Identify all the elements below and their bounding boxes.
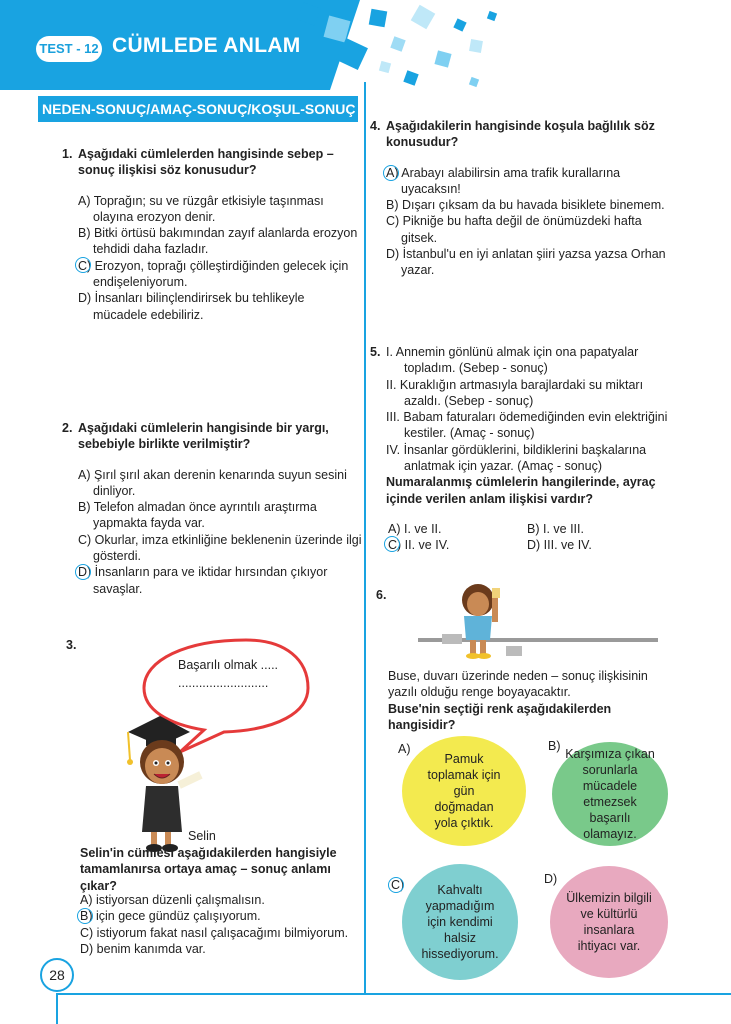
question-number: 2. (62, 421, 73, 435)
option-d[interactable]: D) İstanbul'u en iyi anlatan şiiri yazsa yazsa Orhan yazar. (386, 247, 666, 278)
test-badge: TEST - 12 (36, 36, 102, 62)
question-intro: Buse, duvarı üzerinde neden – sonuç ilişkisinin yazılı olduğu renge boyayacaktır. (388, 669, 648, 700)
bubble-c[interactable] (402, 864, 518, 980)
option-b[interactable]: B) Telefon almadan önce ayrıntılı araştırma yapmakta fayda var. (78, 500, 317, 531)
option-a[interactable]: A) Şırıl şırıl akan derenin kenarında suyun sesini dinliyor. (78, 467, 347, 498)
question-prompt: Buse'nin seçtiği renk aşağıdakilerden hangisidir? (388, 701, 612, 732)
question-text: Aşağıdaki cümlelerin hangisinde bir yargı, sebebiyle birlikte verilmiştir? (78, 421, 329, 452)
options-list (78, 467, 362, 597)
answer-mark-circle (383, 165, 399, 181)
options-list (80, 892, 362, 957)
option-d[interactable]: D) III. ve IV. (527, 537, 592, 552)
column-divider (364, 82, 366, 994)
question-5 (370, 344, 670, 555)
question-text: Selin'in cümlesi aşağıdakilerden hangisiyle tamamlanırsa ortaya amaç – sonuç anlamı çıkar? (80, 846, 337, 893)
question-number: 5. (370, 345, 381, 359)
option-d-label[interactable]: D) (544, 872, 558, 886)
bubble-b[interactable] (552, 742, 668, 846)
statement-4: IV. İnsanlar gördüklerini, bildiklerini başkalarına anlatmak için yazar. (Amaç - sonuç) (386, 442, 647, 474)
page-number: 28 (40, 958, 74, 992)
question-1 (62, 146, 362, 323)
question-number: 6. (376, 588, 387, 602)
page-header (0, 0, 731, 90)
option-a-label[interactable]: A) (398, 742, 411, 756)
question-3 (66, 636, 362, 966)
bubble-a-text: Pamuk toplamak için gün doğmadan yola çıktık. (427, 752, 501, 830)
bubble-a[interactable] (402, 736, 526, 846)
question-text: Numaralanmış cümlelerin hangilerinde, ayraç içinde verilen anlam ilişkisi vardır? (386, 475, 656, 506)
answer-mark-circle (75, 257, 91, 273)
option-b[interactable]: B) I. ve III. (527, 521, 584, 536)
question-2 (62, 420, 362, 597)
section-title: NEDEN-SONUÇ/AMAÇ-SONUÇ/KOŞUL-SONUÇ (38, 96, 358, 122)
answer-mark-circle (384, 536, 400, 552)
footer-line (58, 993, 731, 995)
option-d[interactable]: D) İnsanların para ve iktidar hırsından çıkıyor savaşlar. (78, 565, 328, 596)
question-4 (370, 118, 670, 279)
options-grid (386, 521, 670, 555)
page-title: CÜMLEDE ANLAM (112, 34, 301, 57)
bubble-d[interactable] (550, 866, 668, 978)
statement-2: II. Kuraklığın artmasıyla barajlardaki su miktarı azaldı. (Sebep - sonuç) (386, 377, 644, 408)
option-b[interactable]: B) Dışarı çıksam da bu havada bisiklete binemem. (386, 198, 665, 213)
question-number: 4. (370, 119, 381, 133)
options-list (78, 193, 362, 323)
answer-mark-circle (75, 564, 91, 580)
option-d[interactable]: D) İnsanları bilinçlendirirsek bu tehlikeyle mücadele edebiliriz. (78, 291, 305, 322)
question-text: Aşağıdakilerin hangisinde koşula bağlılık söz konusudur? (386, 119, 655, 150)
option-a[interactable]: A) Arabayı alabilirsin ama trafik kurallarına uyacaksın! (386, 165, 621, 196)
option-a[interactable]: A) I. ve II. (388, 521, 442, 536)
option-b[interactable]: B) için gece gündüz çalışıyorum. (80, 909, 261, 924)
option-b-label[interactable]: B) (548, 739, 561, 753)
option-c-label[interactable]: C) (391, 878, 405, 892)
speech-line-1: Başarılı olmak ..... (178, 658, 279, 672)
option-a[interactable]: A) istiyorsan düzenli çalışmalısın. (80, 893, 265, 907)
question-text (388, 668, 668, 733)
option-c[interactable]: C) Erozyon, toprağı çölleştirdiğinden gelecek için endişeleniyorum. (78, 258, 349, 290)
option-d[interactable]: D) benim kanımda var. (80, 941, 206, 956)
question-text: Aşağıdaki cümlelerden hangisinde sebep – sonuç ilişkisi söz konusudur? (78, 147, 334, 178)
question-number: 1. (62, 147, 73, 161)
speech-line-2: .......................... (178, 676, 269, 690)
option-a[interactable]: A) Toprağın; su ve rüzgâr etkisiyle taşınması olayına erozyon denir. (78, 193, 324, 224)
options-list (386, 165, 670, 279)
answer-mark-circle (388, 877, 404, 893)
option-c[interactable]: C) II. ve IV. (388, 537, 450, 552)
bubble-d-text: Ülkemizin bilgili ve kültürlü insanlara ihtiyacı var. (566, 891, 652, 953)
answer-mark-circle (77, 908, 93, 924)
statement-1: I. Annemin gönlünü almak için ona papatyalar topladım. (Sebep - sonuç) (386, 345, 639, 376)
option-c[interactable]: C) istiyorum fakat nasıl çalışacağımı bilmiyorum. (80, 925, 349, 940)
header-background (0, 0, 731, 90)
question-6 (370, 578, 670, 988)
option-c[interactable]: C) Okurlar, imza etkinliğine beklenenin üzerinde ilgi gösterdi. (78, 532, 362, 564)
bubble-c-text: Kahvaltı yapmadığım için kendimi halsiz hissediyorum. (421, 883, 499, 961)
footer-line-vertical (56, 993, 58, 1024)
girl-painting-wall-illustration (418, 578, 668, 664)
question-number: 3. (66, 638, 77, 652)
statement-list (386, 344, 670, 474)
speaker-name: Selin (188, 829, 216, 843)
bubble-b-text: Karşımıza çıkan sorunlarla mücadele etmezsek başarılı olamayız. (565, 747, 655, 841)
statement-3: III. Babam faturaları ödemediğinden evin elektriğini kestiler. (Amaç - sonuç) (386, 410, 668, 441)
option-b[interactable]: B) Bitki örtüsü bakımından zayıf alanlarda erozyon tehdidi daha fazladır. (78, 226, 358, 257)
option-c[interactable]: C) Pikniğe bu hafta değil de önümüzdeki hafta gitsek. (386, 214, 642, 245)
